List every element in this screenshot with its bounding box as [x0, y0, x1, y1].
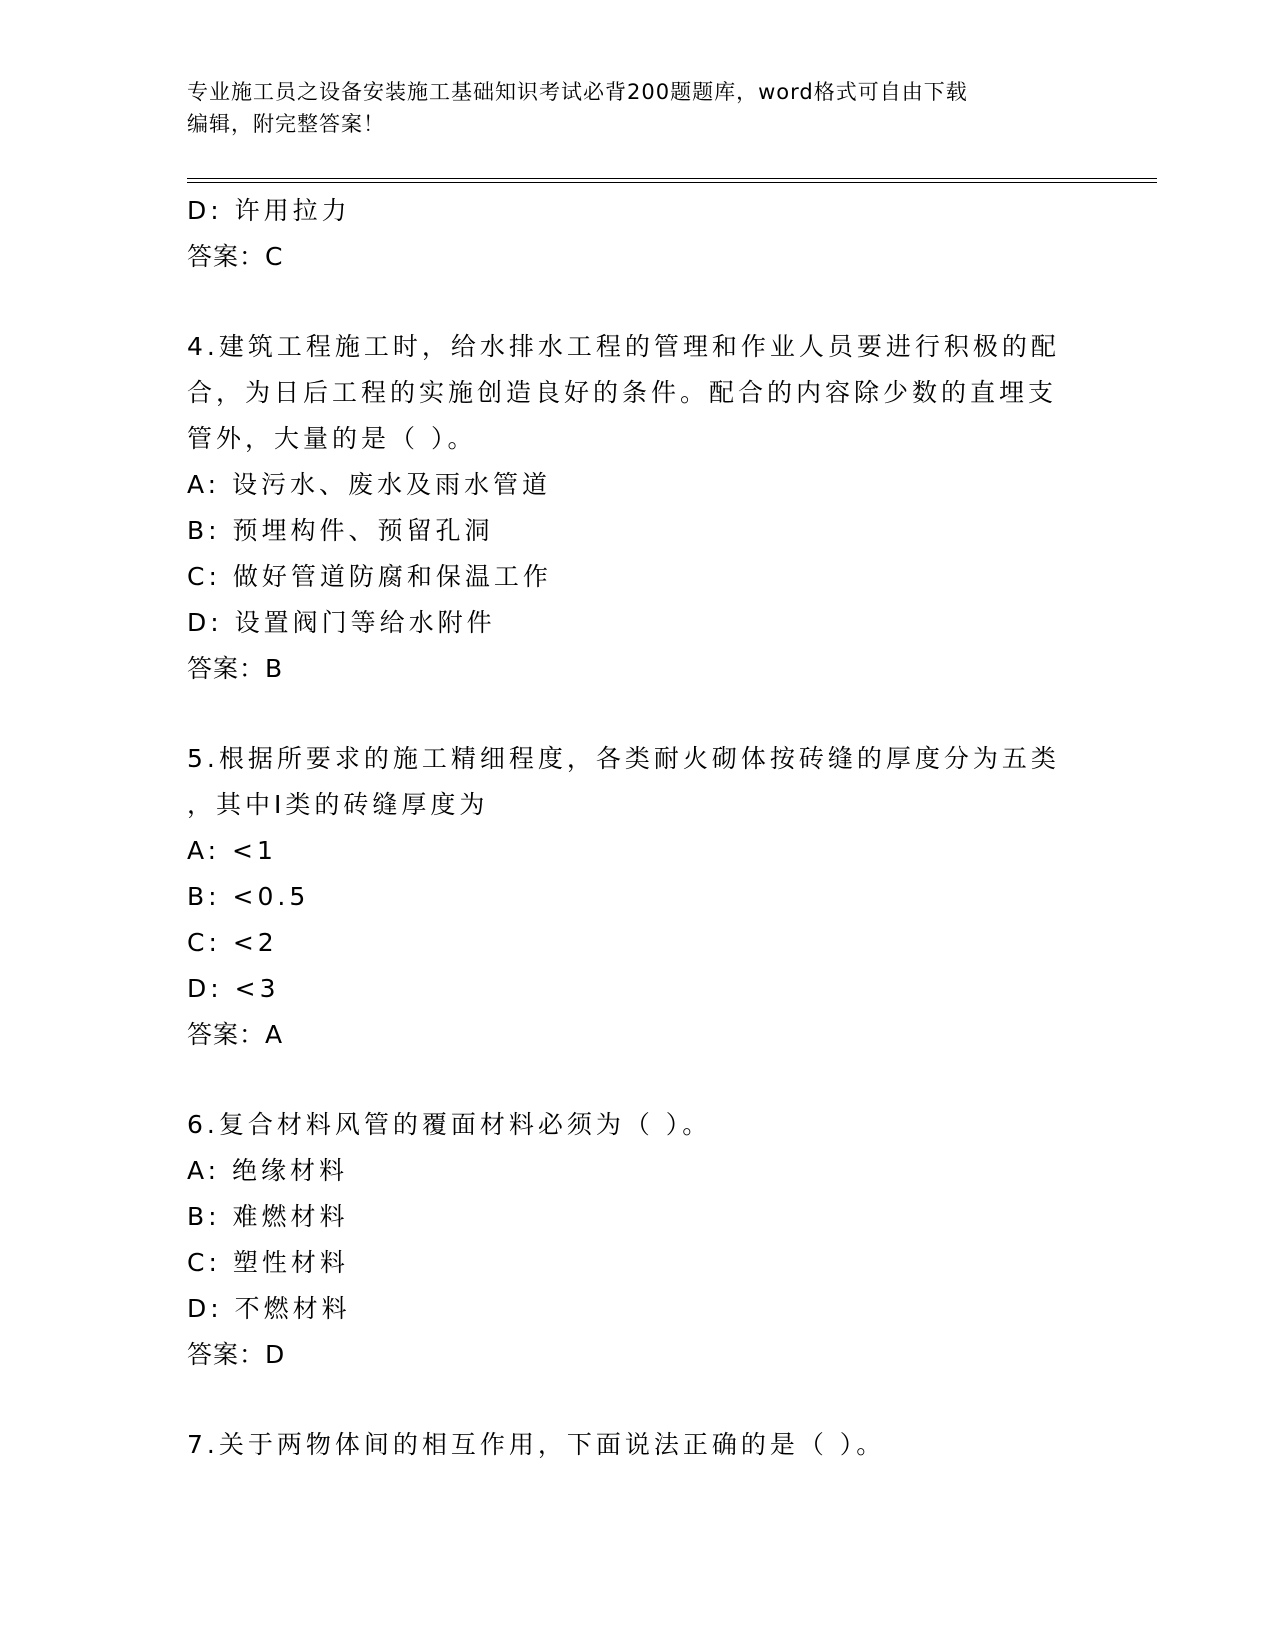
- option-a: A: 设污水、废水及雨水管道: [187, 470, 552, 499]
- question-stem: [187, 1422, 1087, 1468]
- question-3-tail: [187, 188, 1087, 280]
- stem-line: 4.建筑工程施工时，给水排水工程的管理和作业人员要进行积极的配: [187, 332, 1060, 361]
- stem-line: 合，为日后工程的实施创造良好的条件。配合的内容除少数的直埋支: [187, 378, 1058, 407]
- header-divider-top: [187, 178, 1157, 179]
- stem-line: ，其中Ⅰ类的砖缝厚度为: [187, 790, 489, 819]
- header-line-1: 专业施工员之设备安装施工基础知识考试必背200题题库，word格式可自由下载: [187, 80, 968, 104]
- option-d: D: 许用拉力: [187, 196, 351, 225]
- answer-line: 答案：B: [187, 654, 284, 683]
- question-stem: [187, 1102, 1087, 1148]
- answer-line: 答案：D: [187, 1340, 286, 1369]
- spacer: [187, 692, 1087, 736]
- answer-line: 答案：A: [187, 1020, 284, 1049]
- option-d: D: 设置阀门等给水附件: [187, 608, 496, 637]
- option-d: D: 不燃材料: [187, 1294, 351, 1323]
- spacer: [187, 1378, 1087, 1422]
- option-c: C: <2: [187, 928, 278, 957]
- document-body: [187, 188, 1087, 1468]
- question-5: [187, 736, 1087, 1058]
- document-header: [187, 76, 1087, 140]
- spacer: [187, 1058, 1087, 1102]
- question-4: [187, 324, 1087, 692]
- stem-line: 7.关于两物体间的相互作用，下面说法正确的是（ ）。: [187, 1430, 886, 1459]
- option-c: C: 做好管道防腐和保温工作: [187, 562, 552, 591]
- spacer: [187, 280, 1087, 324]
- question-6: [187, 1102, 1087, 1378]
- header-line-2: 编辑，附完整答案！: [187, 112, 385, 136]
- answer-line: 答案：C: [187, 242, 284, 271]
- question-stem: [187, 324, 1087, 462]
- option-a: A: <1: [187, 836, 277, 865]
- stem-line: 5.根据所要求的施工精细程度，各类耐火砌体按砖缝的厚度分为五类: [187, 744, 1060, 773]
- stem-line: 管外，大量的是（ ）。: [187, 424, 477, 453]
- option-b: B: 难燃材料: [187, 1202, 349, 1231]
- question-stem: [187, 736, 1087, 828]
- option-c: C: 塑性材料: [187, 1248, 349, 1277]
- question-7: [187, 1422, 1087, 1468]
- option-a: A: 绝缘材料: [187, 1156, 349, 1185]
- option-b: B: <0.5: [187, 882, 310, 911]
- stem-line: 6.复合材料风管的覆面材料必须为（ ）。: [187, 1110, 712, 1139]
- option-d: D: <3: [187, 974, 280, 1003]
- header-divider-bottom: [187, 182, 1157, 183]
- option-b: B: 预埋构件、预留孔洞: [187, 516, 494, 545]
